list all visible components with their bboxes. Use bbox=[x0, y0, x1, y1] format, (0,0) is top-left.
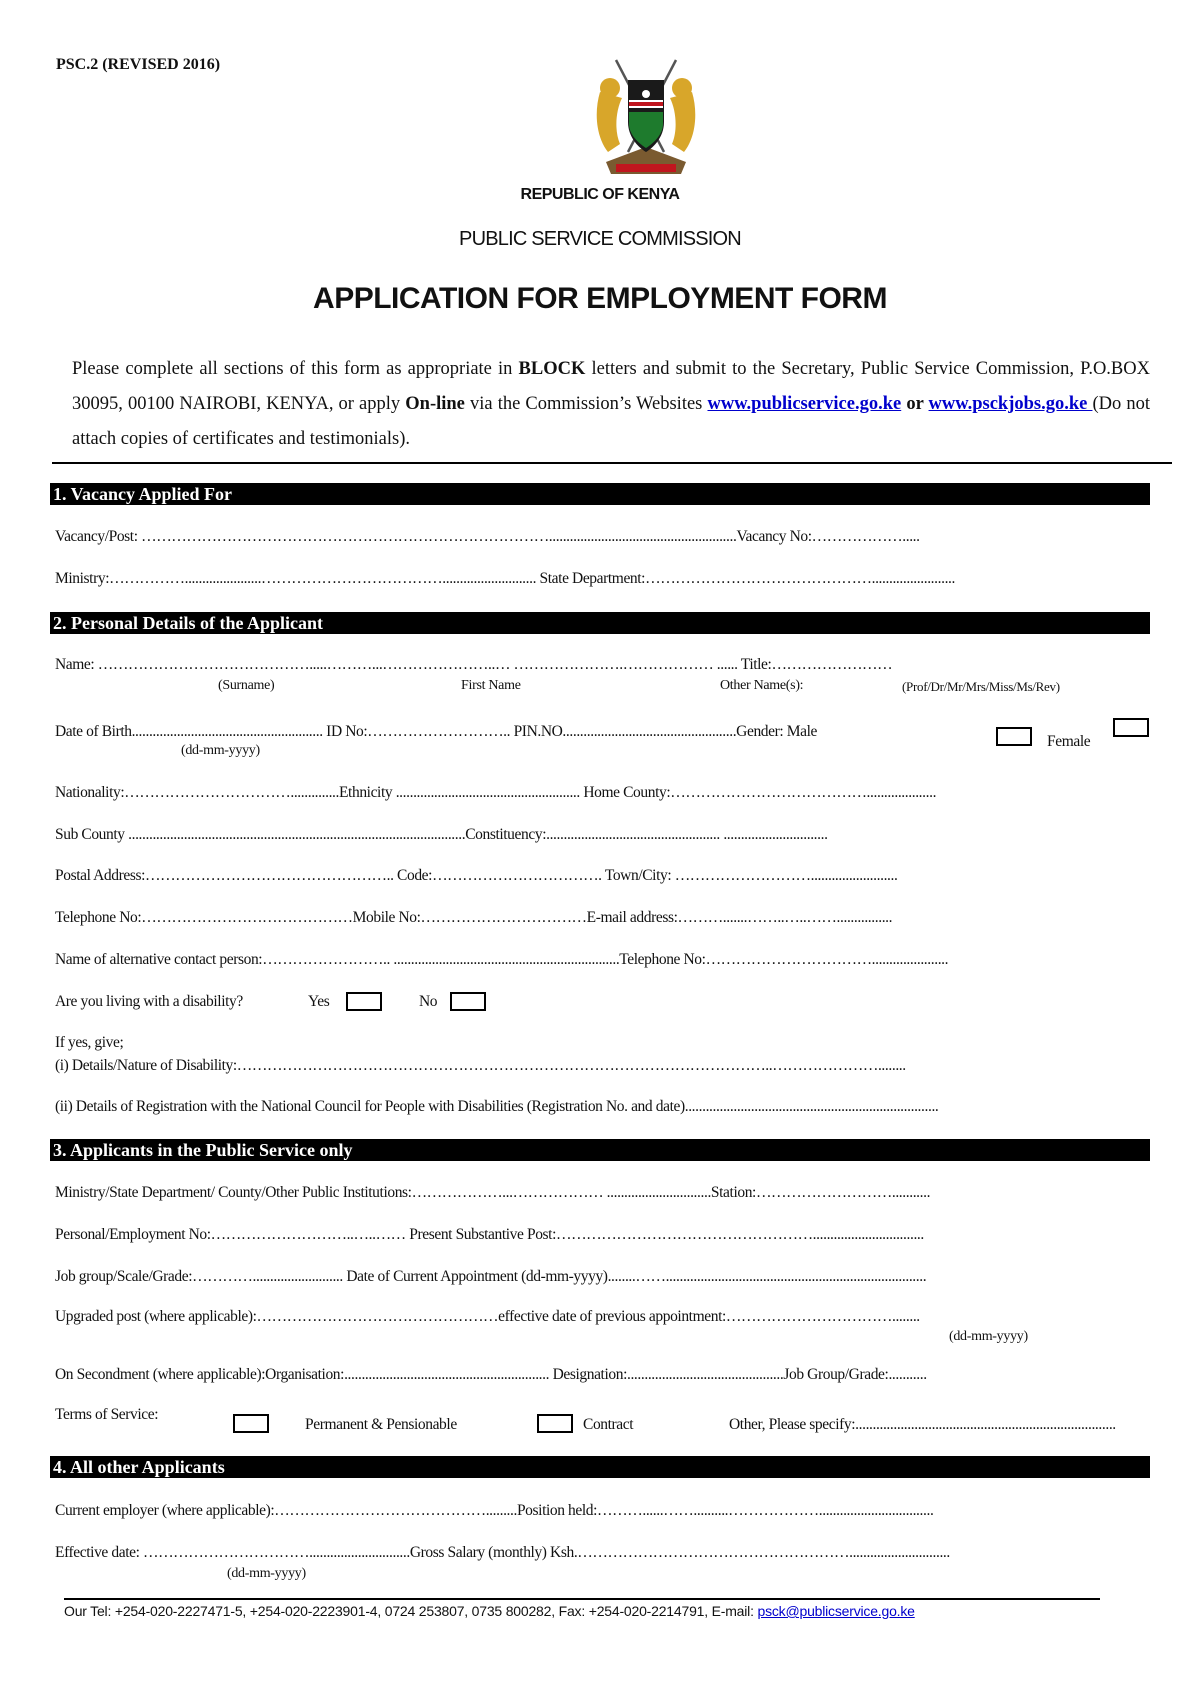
disability-details-field[interactable]: (i) Details/Nature of Disability:……………………………………………………………………………………………..…………………........ bbox=[55, 1057, 906, 1074]
publicservice-link[interactable]: www.publicservice.go.ke bbox=[707, 394, 902, 414]
name-field[interactable]: Name: …………………………………….....………...…………………..… ………………….……………… ...... Title:…………………… bbox=[55, 656, 893, 673]
disability-no-checkbox[interactable] bbox=[450, 992, 486, 1011]
contract-checkbox[interactable] bbox=[537, 1414, 573, 1433]
disability-question: Are you living with a disability? bbox=[55, 993, 243, 1010]
dob-format-caption: (dd-mm-yyyy) bbox=[181, 743, 260, 758]
footer-contact-text: Our Tel: +254-020-2227471-5, +254-020-2223901-4, 0724 253807, 0735 800282, Fax: +254-020-2214791, E-mail: bbox=[64, 1603, 758, 1619]
secondment-field[interactable]: On Secondment (where applicable):Organisation:........................................................... Designation:.............................................Job Group/Grade:........... bbox=[55, 1366, 927, 1383]
commission-title: PUBLIC SERVICE COMMISSION bbox=[459, 228, 741, 250]
female-label: Female bbox=[1047, 733, 1091, 750]
nationality-field[interactable]: Nationality:……………………………..............Ethnicity ..................................................... Home County:………………………………….................... bbox=[55, 784, 937, 801]
first-name-caption: First Name bbox=[461, 678, 521, 693]
effective-date-field[interactable]: Effective date: …………………………….............................Gross Salary (monthly) Ksh.………………………………………………............................. bbox=[55, 1544, 950, 1561]
section-3-heading: 3. Applicants in the Public Service only bbox=[50, 1139, 1150, 1161]
alternative-contact-field[interactable]: Name of alternative contact person:…………………….. .................................................................Telephone No:……………………………...................... bbox=[55, 951, 949, 968]
date-of-birth-field[interactable]: Date of Birth....................................................... ID No:……………………….. PIN.NO..................................................Gender: Male bbox=[55, 723, 818, 740]
disability-yes-label: Yes bbox=[308, 993, 330, 1010]
public-institution-field[interactable]: Ministry/State Department/ County/Other Public Institutions:………………...……………… ..............................Station:………………………........... bbox=[55, 1184, 931, 1201]
ministry-field[interactable]: Ministry:……………......................………………………………........................... State Department:………………………………………........................ bbox=[55, 570, 955, 587]
instructions-paragraph bbox=[72, 352, 1150, 457]
intro-online: On-line bbox=[405, 394, 465, 414]
disability-yes-checkbox[interactable] bbox=[346, 992, 382, 1011]
form-title: APPLICATION FOR EMPLOYMENT FORM bbox=[313, 282, 887, 315]
intro-text-2: letters and submit to the Secretary, Public Service Commission, P.O.BOX 30095, 00100 NAIROBI, KENYA, or apply bbox=[72, 359, 1150, 414]
title-options-caption: (Prof/Dr/Mr/Mrs/Miss/Ms/Rev) bbox=[902, 679, 1060, 694]
republic-title: REPUBLIC OF KENYA bbox=[520, 186, 680, 203]
contract-label: Contract bbox=[583, 1416, 634, 1433]
form-code: PSC.2 (REVISED 2016) bbox=[56, 56, 221, 73]
disability-no-label: No bbox=[419, 993, 438, 1010]
if-yes-label: If yes, give; bbox=[55, 1034, 124, 1051]
section-1-heading: 1. Vacancy Applied For bbox=[50, 483, 1150, 505]
telephone-field[interactable]: Telephone No:……………………………………Mobile No:……………………………E-mail address:……….......……..…..……................ bbox=[55, 909, 893, 926]
footer-divider bbox=[64, 1598, 1100, 1600]
other-names-caption: Other Name(s): bbox=[720, 678, 804, 693]
header-divider bbox=[52, 462, 1172, 464]
personal-number-field[interactable]: Personal/Employment No:………………………..…..…… Present Substantive Post:……………………………………………................................ bbox=[55, 1226, 924, 1243]
upgraded-date-format-caption: (dd-mm-yyyy) bbox=[949, 1329, 1028, 1344]
sub-county-field[interactable]: Sub County .................................................................................................Constituency:.................................................. .............................. bbox=[55, 826, 828, 843]
intro-block: BLOCK bbox=[518, 359, 586, 379]
intro-text-3: via the Commission’s Websites bbox=[464, 394, 708, 414]
vacancy-post-field[interactable]: Vacancy/Post: ………………………………………………………………………......................................................Vacancy No:………………..... bbox=[55, 528, 920, 545]
section-2-heading: 2. Personal Details of the Applicant bbox=[50, 612, 1150, 634]
permanent-checkbox[interactable] bbox=[233, 1414, 269, 1433]
psckjobs-link[interactable]: www.psckjobs.go.ke bbox=[928, 394, 1093, 414]
gender-male-checkbox[interactable] bbox=[996, 727, 1032, 746]
postal-address-field[interactable]: Postal Address:………………………………………….. Code:……………………………. Town/City: ………………………......................... bbox=[55, 867, 898, 884]
footer-contacts bbox=[64, 1603, 915, 1619]
current-employer-field[interactable]: Current employer (where applicable):…………………………………….........Position held:………......……..........………………................................. bbox=[55, 1502, 934, 1519]
intro-or: or bbox=[901, 394, 929, 414]
section-4-heading: 4. All other Applicants bbox=[50, 1456, 1150, 1478]
surname-caption: (Surname) bbox=[218, 678, 275, 693]
job-group-field[interactable]: Job group/Scale/Grade:………….......................... Date of Current Appointment (dd-mm-yyyy)........……........................................................................... bbox=[55, 1268, 927, 1285]
terms-of-service-label: Terms of Service: bbox=[55, 1406, 159, 1423]
effective-date-format-caption: (dd-mm-yyyy) bbox=[227, 1566, 306, 1581]
permanent-label: Permanent & Pensionable bbox=[305, 1416, 457, 1433]
disability-registration-field[interactable]: (ii) Details of Registration with the National Council for People with Disabilities (Registration No. and date)......................................................................... bbox=[55, 1098, 939, 1115]
footer-email-link[interactable]: psck@publicservice.go.ke bbox=[757, 1603, 915, 1619]
upgraded-post-field[interactable]: Upgraded post (where applicable):…………………………………………effective date of previous appointment:……………………………........ bbox=[55, 1308, 920, 1325]
intro-text-1: Please complete all sections of this form as appropriate in bbox=[72, 359, 519, 379]
gender-female-checkbox[interactable] bbox=[1113, 718, 1149, 737]
other-terms-field[interactable]: Other, Please specify:........................................................................... bbox=[729, 1416, 1116, 1433]
intro-text-4: (Do not attach copies of certificates and testimonials). bbox=[72, 394, 1150, 449]
coat-of-arms-icon bbox=[586, 52, 706, 182]
